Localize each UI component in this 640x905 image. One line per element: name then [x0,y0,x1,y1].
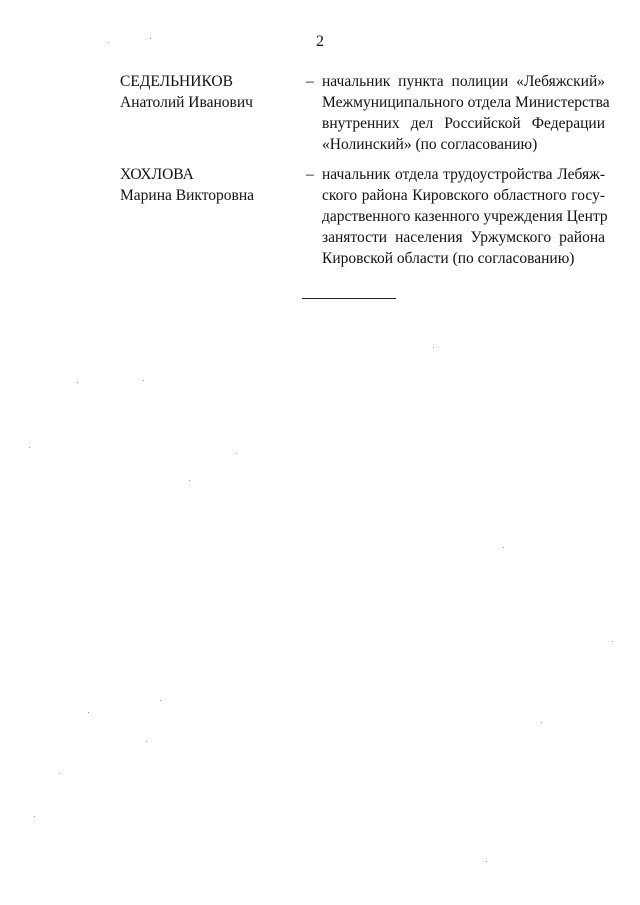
separator-dash: – [306,166,314,183]
member-given-names: Марина Викторовна [120,187,255,204]
page-number: 2 [316,33,324,50]
member-name [120,164,300,206]
position-line: внутренних дел Российской Федерации [322,115,605,132]
member-name [120,71,300,113]
position-line: ского района Кировского областного госу- [322,187,605,204]
member-given-names: Анатолий Иванович [120,94,253,111]
member-surname: ХОХЛОВА [120,166,194,183]
position-line: занятости населения Уржумского района [322,229,605,246]
member-position [322,71,610,155]
position-line: Кировской области (по согласованию) [322,250,575,267]
position-line: начальник отдела трудоустройства Лебяж- [322,166,605,183]
position-line: дарственного казенного учреждения Центр [322,208,608,225]
position-line: начальник пункта полиции «Лебяжский» [322,73,605,90]
separator-dash: – [306,73,314,90]
member-surname: СЕДЕЛЬНИКОВ [120,73,233,90]
member-position [322,164,608,269]
end-divider-line [302,298,396,299]
position-line: Межмуниципального отдела Министерства [322,94,610,111]
position-line: «Нолинский» (по согласованию) [322,136,538,153]
